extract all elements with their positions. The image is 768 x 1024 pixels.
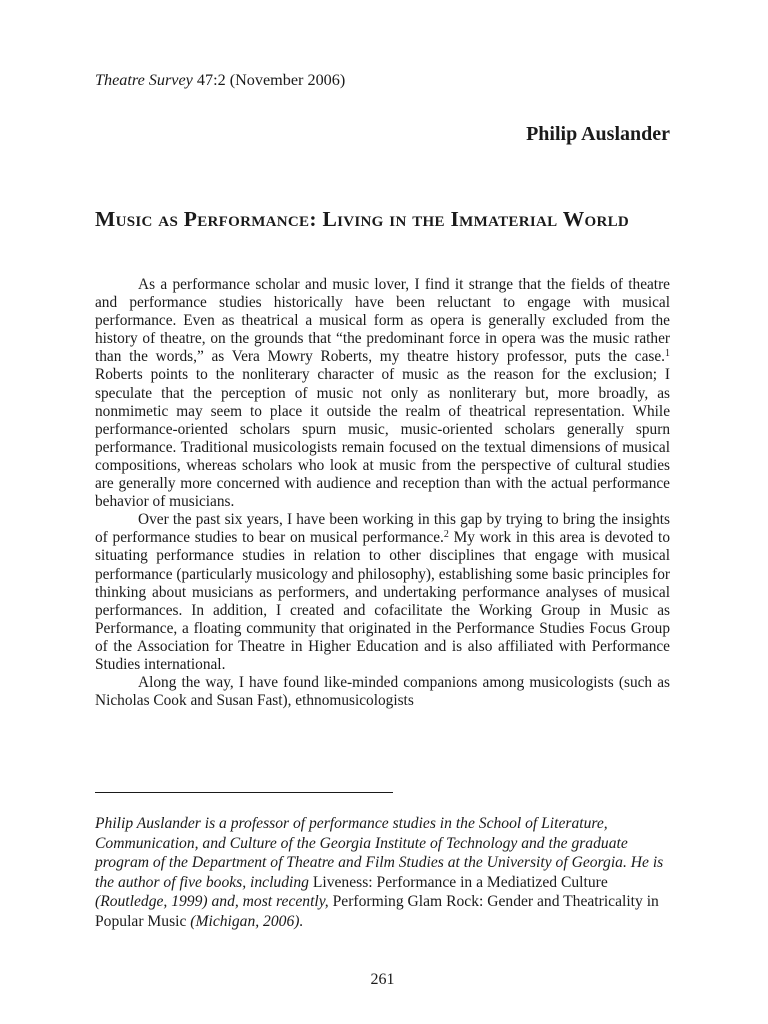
book-title-liveness: Liveness: Performance in a Mediatized Culture (312, 873, 608, 891)
paragraph-3: Along the way, I have found like-minded companions among musicologists (such as Nicholas Cook and Susan Fast), ethnomusicologists (95, 674, 670, 710)
paragraph-1 (95, 276, 670, 511)
footnote-ref-2[interactable]: 2 (443, 529, 449, 541)
author-note (95, 814, 670, 932)
note-text: Philip Auslander is a professor of performance studies in the School of Literature, Communication, and Culture of the Georgia Institute of Technology and the graduate program of the Department of Theatre and Film Studies at the University of Georgia. He is the author of five books, including (95, 815, 664, 891)
journal-citation (95, 70, 345, 90)
note-text: (Routledge, 1999) and, most recently, (95, 893, 333, 911)
paragraph-text: As a performance scholar and music lover, I find it strange that the fields of theatre and performance studies historically have been reluctant to engage with musical performance. Even as theatrical a musical form as opera is generally excluded from the history of theatre, on the grounds that “the predominant force in opera was the music rather than the words,” as Vera Mowry Roberts, my theatre history professor, puts the case. (95, 276, 670, 366)
journal-issue: 47:2 (November 2006) (196, 71, 346, 89)
author-name: Philip Auslander (526, 123, 670, 145)
footnote-divider (95, 792, 393, 793)
page-number: 261 (370, 971, 395, 988)
paragraph-2 (95, 511, 670, 674)
paragraph-text: My work in this area is devoted to situating performance studies in relation to other disciplines that engage with musical performance (particularly musicology and philosophy), establishing some basic principles for thinking about musicians as performers, and undertaking performance analyses of musical performances. In addition, I created and cofacilitate the Working Group in Music as Performance, a floating community that originated in the Performance Studies Focus Group of the Association for Theatre in Higher Education and is also affiliated with Performance Studies international. (95, 529, 670, 673)
article-title: Music as Performance: Living in the Immaterial World (95, 207, 630, 231)
book-title-glam-rock: Performing Glam Rock: Gender and Theatricality in Popular Music (95, 893, 659, 930)
footnote-ref-1[interactable]: 1 (665, 348, 670, 360)
note-text: (Michigan, 2006). (186, 912, 304, 930)
journal-name: Theatre Survey (95, 71, 193, 89)
paper-page (95, 0, 670, 1024)
paragraph-text: Over the past six years, I have been working in this gap by trying to bring the insights of performance studies to bear on musical performance. (95, 511, 670, 547)
paragraph-text: Roberts points to the nonliterary character of music as the reason for the exclusion; I speculate that the perception of music not only as nonliterary but, more broadly, as nonmimetic may seem to place it outside the realm of theatrical representation. While performance-oriented scholars spurn music, music-oriented scholars generally spurn performance. Traditional musicologists remain focused on the textual dimensions of musical compositions, whereas scholars who look at music from the perspective of cultural studies are generally more concerned with audience and reception than with the actual performance behavior of musicians. (95, 366, 670, 511)
article-body (95, 276, 670, 710)
